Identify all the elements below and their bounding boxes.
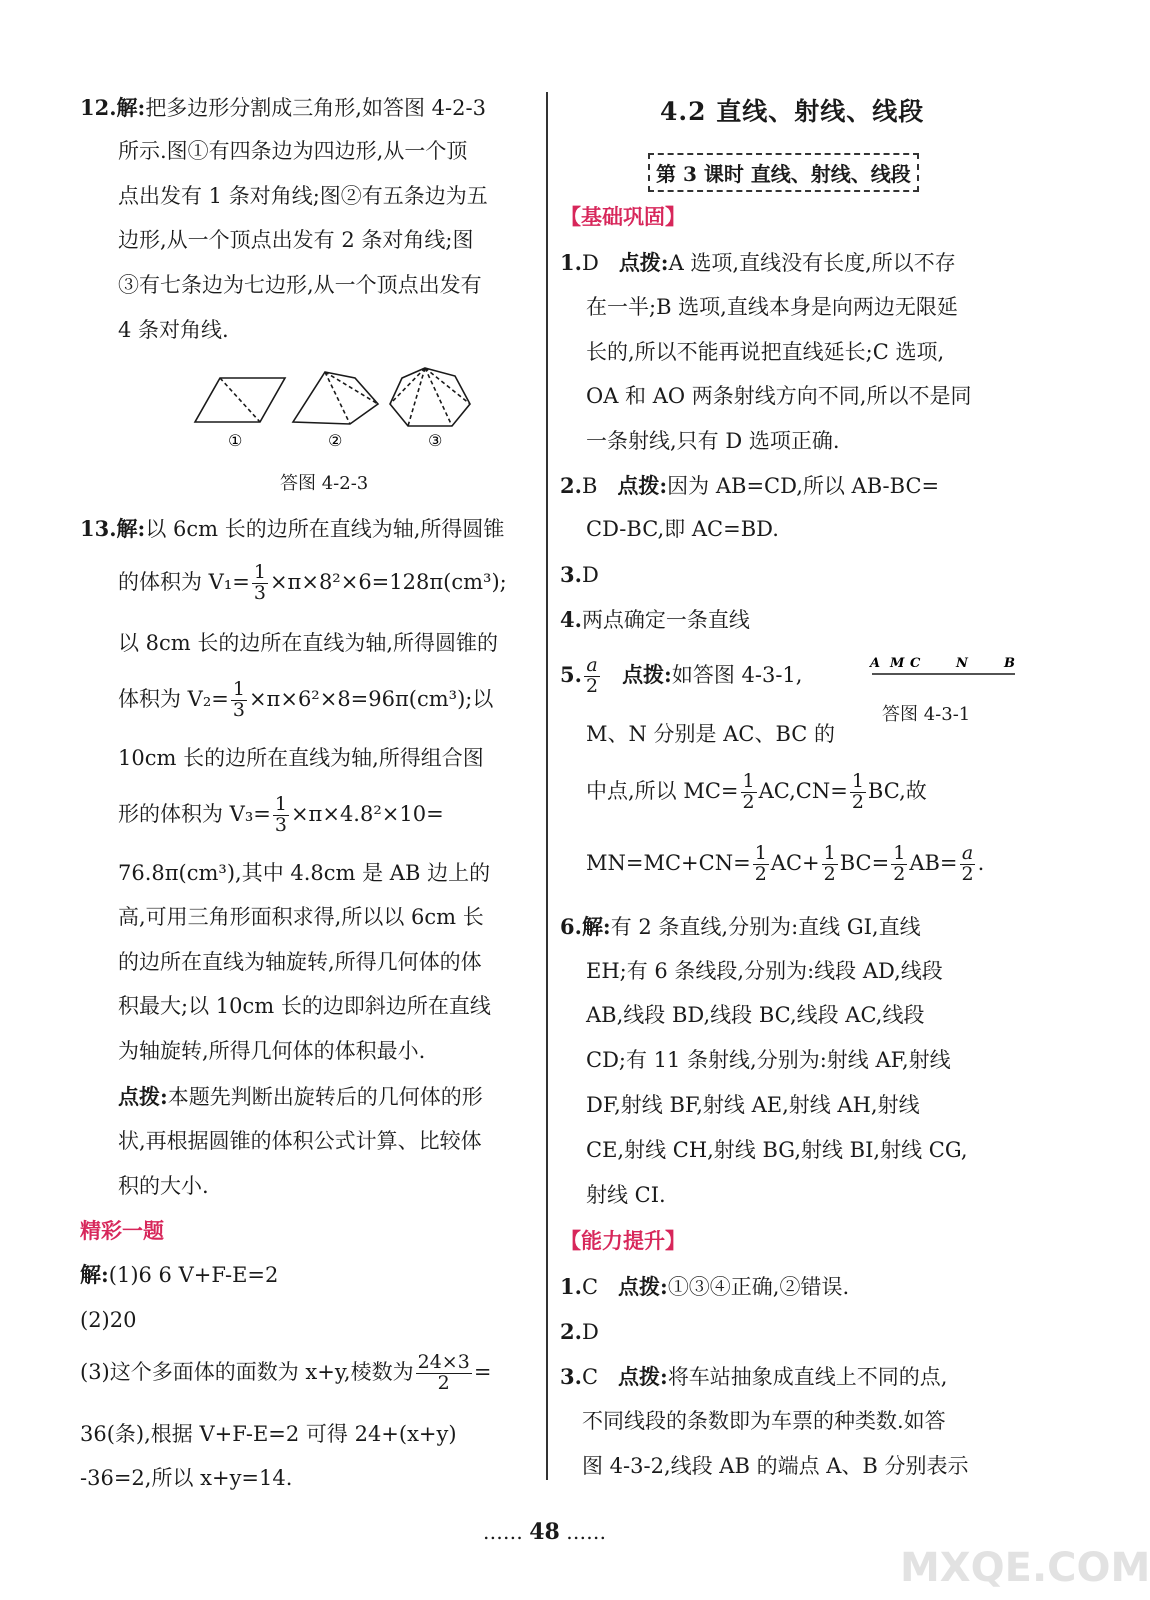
- figure-caption: 答图 4-2-3: [280, 473, 369, 494]
- q13-line: 10cm 长的边所在直线为轴,所得组合图: [118, 746, 484, 770]
- column-divider: [546, 92, 548, 1480]
- hint-line: 积的大小.: [118, 1174, 209, 1198]
- answer-5-line: 5. $\frac{a}{2}$ 点拨:如答图 4-3-1,: [560, 654, 803, 697]
- q13-line: 以 8cm 长的边所在直线为轴,所得圆锥的: [118, 631, 499, 655]
- q12-line: 边形,从一个顶点出发有 2 条对角线;图: [118, 228, 474, 252]
- answer-6-line: 射线 CI.: [586, 1183, 666, 1207]
- segment-figure: [870, 652, 1020, 682]
- q13-first-line: [80, 518, 504, 540]
- watermark: MXQE.COM: [900, 1545, 1150, 1591]
- example-line-4: 36(条),根据 V+F-E=2 可得 24+(x+y): [80, 1422, 457, 1446]
- fraction: $\frac{1}{2}$: [851, 770, 864, 813]
- q13-head: 解:: [116, 516, 146, 541]
- hint-head: 点拨:: [118, 1084, 168, 1109]
- q13-volume3-line: 形的体积为 V₃= $\frac{1}{3}$ ×π×4.8²×10=: [118, 793, 444, 836]
- answer-6-line: CE,射线 CH,射线 BG,射线 BI,射线 CG,: [586, 1138, 968, 1162]
- figure-label: ③: [428, 431, 443, 450]
- figure-label: ②: [328, 431, 343, 450]
- improve-answer-3-line: 图 4-3-2,线段 AB 的端点 A、B 分别表示: [582, 1454, 969, 1478]
- example-line-2: (2)20: [80, 1308, 137, 1332]
- q13-number: 13.: [80, 516, 117, 541]
- answer-2-line: 2.B 点拨:因为 AB=CD,所以 AB-BC=: [560, 473, 940, 498]
- q13-volume2-line: 体积为 V₂= $\frac{1}{3}$ ×π×6²×8=96π(cm³);以: [118, 678, 494, 721]
- example-line-3: (3)这个多面体的面数为 x+y,棱数为 $\frac{24\times 3}{2}$ =: [80, 1351, 492, 1394]
- q13-line: 高,可用三角形面积求得,所以以 6cm 长: [118, 905, 484, 929]
- basic-section-tag: 【基础巩固】: [560, 204, 686, 229]
- hint-line: 状,再根据圆锥的体积公式计算、比较体: [118, 1129, 482, 1153]
- example-line-5: -36=2,所以 x+y=14.: [80, 1466, 293, 1490]
- heptagon-shape: [390, 368, 470, 426]
- answer-4-line: 4.两点确定一条直线: [560, 607, 750, 632]
- pentagon-shape: [293, 372, 378, 424]
- polygon-diagonals-figure: [190, 364, 480, 454]
- answer-6-line: 6.解:有 2 条直线,分别为:直线 GI,直线: [560, 914, 921, 939]
- point-label: C: [910, 656, 921, 671]
- q13-text: 以 6cm 长的边所在直线为轴,所得圆锥: [145, 517, 505, 541]
- q13-line: 为轴旋转,所得几何体的体积最小.: [118, 1039, 426, 1063]
- fraction: $\frac{1}{3}$: [232, 678, 245, 721]
- example-line-1: 解:(1)6 6 V+F-E=2: [80, 1262, 279, 1287]
- improve-answer-3-line: 3.C 点拨:将车站抽象成直线上不同的点,: [560, 1364, 948, 1389]
- q13-line: 积最大;以 10cm 长的边即斜边所在直线: [118, 994, 491, 1018]
- q13-volume1-line: 的体积为 V₁= $\frac{1}{3}$ ×π×8²×6=128π(cm³);: [118, 561, 507, 604]
- fraction: $\frac{1}{3}$: [274, 793, 287, 836]
- fraction: $\frac{1}{2}$: [893, 842, 906, 885]
- figure-label: ①: [228, 431, 243, 450]
- footer-dots: ……: [482, 1520, 523, 1544]
- answer-3-line: 3.D: [560, 562, 599, 587]
- improve-answer-1-line: 1.C 点拨:①③④正确,②错误.: [560, 1274, 850, 1299]
- q13-line: 的边所在直线为轴旋转,所得几何体的体: [118, 950, 482, 974]
- answer-6-line: DF,射线 BF,射线 AE,射线 AH,射线: [586, 1093, 920, 1117]
- fraction: $\frac{1}{2}$: [742, 770, 755, 813]
- page-number: 48: [529, 1519, 560, 1545]
- answer-1-line: 1.D 点拨:A 选项,直线没有长度,所以不存: [560, 250, 956, 275]
- q13-line: 76.8π(cm³),其中 4.8cm 是 AB 边上的: [118, 861, 491, 885]
- answer-1-line: OA 和 AO 两条射线方向不同,所以不是同: [586, 384, 972, 408]
- q12-line: 4 条对角线.: [118, 318, 229, 342]
- q12-line: ③有七条边为七边形,从一个顶点出发有: [118, 273, 482, 297]
- improve-section-tag: 【能力提升】: [560, 1228, 686, 1253]
- page-footer: [0, 1519, 1089, 1545]
- answer-2-line: CD-BC,即 AC=BD.: [586, 517, 779, 541]
- answer-6-line: AB,线段 BD,线段 BC,线段 AC,线段: [586, 1003, 925, 1027]
- point-label: M: [890, 656, 905, 671]
- point-label: B: [1004, 656, 1015, 671]
- q12-number: 12.: [80, 95, 117, 120]
- fraction: $\frac{1}{3}$: [253, 561, 266, 604]
- section-title: 4.2 直线、射线、线段: [660, 97, 925, 126]
- lesson-title-box: 第 3 课时 直线、射线、线段: [648, 153, 919, 192]
- point-label: A: [870, 656, 881, 671]
- answer-6-line: EH;有 6 条线段,分别为:线段 AD,线段: [586, 959, 943, 983]
- q12-first-line: [80, 97, 486, 119]
- footer-dots: ……: [566, 1520, 607, 1544]
- quadrilateral-diagonal: [220, 378, 260, 422]
- point-label: N: [956, 656, 968, 671]
- improve-answer-3-line: 不同线段的条数即为车票的种类数.如答: [582, 1409, 946, 1433]
- answer-5-line: M、N 分别是 AC、BC 的: [586, 722, 836, 746]
- q12-head: 解:: [116, 95, 146, 120]
- hint-first-line: 点拨:本题先判断出旋转后的几何体的形: [118, 1084, 483, 1109]
- fraction: $\frac{a}{2}$: [961, 842, 974, 885]
- q12-text: 把多边形分割成三角形,如答图 4-2-3: [145, 96, 486, 120]
- answer-6-line: CD;有 11 条射线,分别为:射线 AF,射线: [586, 1048, 951, 1072]
- fraction: $\frac{a}{2}$: [585, 654, 599, 697]
- answer-5-line: MN=MC+CN= $\frac{1}{2}$ AC+ $\frac{1}{2}$ BC= $\frac{1}{2}$ AB= $\frac{a}{2}$ .: [586, 842, 985, 885]
- improve-answer-2-line: 2.D: [560, 1319, 599, 1344]
- answer-5-line: 中点,所以 MC= $\frac{1}{2}$ AC,CN= $\frac{1}{2}$ BC,故: [586, 770, 927, 813]
- q12-line: 点出发有 1 条对角线;图②有五条边为五: [118, 184, 488, 208]
- figure-caption: 答图 4-3-1: [882, 704, 971, 725]
- q12-line: 所示.图①有四条边为四边形,从一个顶: [118, 139, 468, 163]
- fraction: $\frac{1}{2}$: [754, 842, 767, 885]
- fraction: $\frac{1}{2}$: [823, 842, 836, 885]
- answer-1-line: 在一半;B 选项,直线本身是向两边无限延: [586, 295, 958, 319]
- fraction: $\frac{24\times 3}{2}$: [417, 1351, 470, 1394]
- highlight-problem-title: 精彩一题: [80, 1218, 164, 1243]
- answer-1-line: 长的,所以不能再说把直线延长;C 选项,: [586, 340, 945, 364]
- answer-1-line: 一条射线,只有 D 选项正确.: [586, 429, 840, 453]
